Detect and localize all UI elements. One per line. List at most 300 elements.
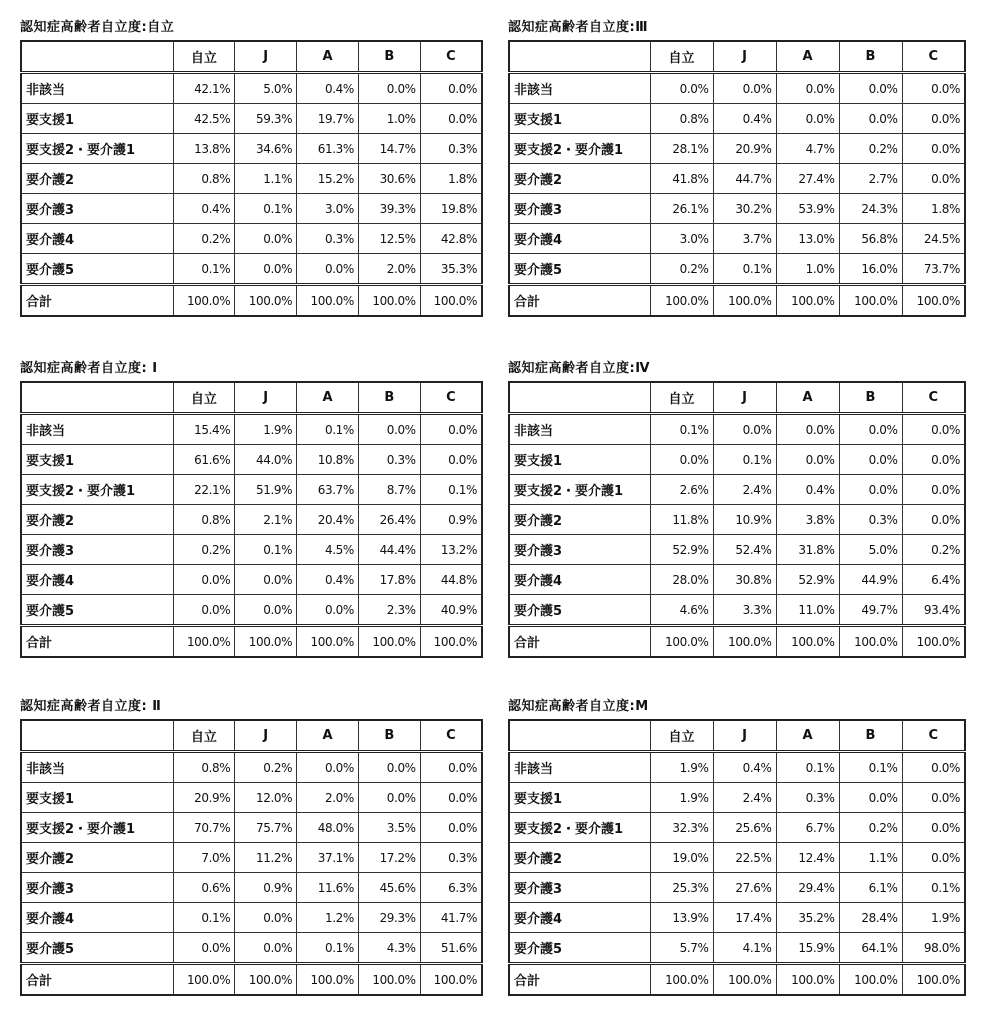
percent-cell: 0.0%	[902, 813, 965, 843]
percent-cell: 1.0%	[358, 104, 420, 134]
percent-cell: 61.3%	[297, 134, 359, 164]
percent-cell: 0.0%	[420, 813, 482, 843]
column-header: 自立	[650, 41, 713, 73]
column-header: J	[713, 720, 776, 752]
percent-cell: 3.3%	[713, 595, 776, 626]
row-label: 非該当	[509, 414, 650, 445]
percent-cell: 0.0%	[297, 254, 359, 285]
percent-cell: 0.2%	[173, 224, 235, 254]
table-row	[509, 254, 965, 285]
percent-cell: 0.8%	[173, 752, 235, 783]
table-title: 認知症高齢者自立度:Ⅲ	[508, 20, 648, 35]
corner-header	[509, 720, 650, 752]
row-label: 要介護5	[21, 933, 173, 964]
percent-cell: 0.1%	[173, 903, 235, 933]
percent-cell: 2.3%	[358, 595, 420, 626]
percent-cell: 0.0%	[235, 224, 297, 254]
percent-cell: 1.1%	[235, 164, 297, 194]
percent-cell: 48.0%	[297, 813, 359, 843]
percent-cell: 0.3%	[420, 134, 482, 164]
percent-cell: 0.0%	[420, 73, 482, 104]
percent-cell: 100.0%	[358, 285, 420, 317]
percent-cell: 0.1%	[713, 445, 776, 475]
table-row	[509, 194, 965, 224]
total-row	[509, 964, 965, 996]
percent-cell: 100.0%	[713, 626, 776, 658]
percent-cell: 0.3%	[776, 783, 839, 813]
percent-cell: 0.0%	[713, 414, 776, 445]
column-header: B	[358, 720, 420, 752]
percent-cell: 0.0%	[297, 752, 359, 783]
percent-cell: 44.7%	[713, 164, 776, 194]
table-row	[509, 104, 965, 134]
row-label: 要支援1	[21, 783, 173, 813]
percent-cell: 3.5%	[358, 813, 420, 843]
percent-cell: 6.4%	[902, 565, 965, 595]
percent-cell: 4.3%	[358, 933, 420, 964]
percent-cell: 12.0%	[235, 783, 297, 813]
percent-cell: 100.0%	[776, 626, 839, 658]
percent-cell: 5.7%	[650, 933, 713, 964]
percent-cell: 0.0%	[358, 752, 420, 783]
column-header: C	[420, 720, 482, 752]
table-row	[21, 595, 482, 626]
row-label: 要介護3	[509, 535, 650, 565]
table-row	[21, 843, 482, 873]
corner-header	[21, 41, 173, 73]
percent-cell: 20.9%	[173, 783, 235, 813]
table-row	[509, 752, 965, 783]
percent-cell: 4.6%	[650, 595, 713, 626]
row-label: 合計	[21, 626, 173, 658]
percent-cell: 1.9%	[902, 903, 965, 933]
percent-cell: 0.0%	[420, 783, 482, 813]
row-label: 要介護4	[21, 224, 173, 254]
percent-cell: 42.8%	[420, 224, 482, 254]
percent-cell: 0.1%	[839, 752, 902, 783]
row-label: 要介護2	[21, 843, 173, 873]
percent-cell: 0.2%	[902, 535, 965, 565]
percent-cell: 0.0%	[839, 783, 902, 813]
percent-cell: 53.9%	[776, 194, 839, 224]
percent-cell: 34.6%	[235, 134, 297, 164]
table-row	[21, 104, 482, 134]
percent-cell: 51.6%	[420, 933, 482, 964]
percent-cell: 0.3%	[420, 843, 482, 873]
row-label: 要介護4	[509, 903, 650, 933]
table-row	[21, 505, 482, 535]
percent-cell: 100.0%	[650, 626, 713, 658]
percent-cell: 13.8%	[173, 134, 235, 164]
percent-cell: 100.0%	[650, 964, 713, 996]
percent-cell: 40.9%	[420, 595, 482, 626]
percent-cell: 0.1%	[235, 194, 297, 224]
table-row	[509, 475, 965, 505]
percent-cell: 45.6%	[358, 873, 420, 903]
column-header: A	[297, 41, 359, 73]
column-header: B	[839, 41, 902, 73]
percent-cell: 24.3%	[839, 194, 902, 224]
table-row	[21, 254, 482, 285]
percent-cell: 19.8%	[420, 194, 482, 224]
column-header: 自立	[650, 720, 713, 752]
percent-cell: 20.4%	[297, 505, 359, 535]
table-title: 認知症高齢者自立度:自立	[20, 20, 175, 35]
table-row	[21, 873, 482, 903]
percent-cell: 0.0%	[776, 104, 839, 134]
total-row	[21, 285, 482, 317]
percent-cell: 8.7%	[358, 475, 420, 505]
table-row	[21, 164, 482, 194]
table-block-iii	[508, 18, 966, 317]
percent-cell: 0.1%	[650, 414, 713, 445]
table-row	[21, 194, 482, 224]
column-header: C	[902, 382, 965, 414]
row-label: 要介護4	[509, 565, 650, 595]
total-row	[509, 285, 965, 317]
percent-cell: 30.6%	[358, 164, 420, 194]
row-label: 要支援2・要介護1	[21, 134, 173, 164]
percent-cell: 0.0%	[173, 565, 235, 595]
table-block-iv	[508, 359, 966, 658]
percent-cell: 93.4%	[902, 595, 965, 626]
percent-cell: 100.0%	[713, 964, 776, 996]
column-header: B	[839, 720, 902, 752]
percent-cell: 100.0%	[839, 626, 902, 658]
column-header: J	[235, 41, 297, 73]
percent-cell: 17.8%	[358, 565, 420, 595]
table-row	[21, 414, 482, 445]
percent-cell: 3.7%	[713, 224, 776, 254]
percent-cell: 13.9%	[650, 903, 713, 933]
corner-header	[21, 720, 173, 752]
table-row	[509, 565, 965, 595]
column-header: J	[235, 720, 297, 752]
percent-cell: 0.0%	[776, 414, 839, 445]
percent-cell: 2.1%	[235, 505, 297, 535]
percent-cell: 4.7%	[776, 134, 839, 164]
row-label: 要支援1	[21, 445, 173, 475]
percent-cell: 1.8%	[902, 194, 965, 224]
percent-cell: 29.4%	[776, 873, 839, 903]
percent-cell: 28.0%	[650, 565, 713, 595]
percent-cell: 5.0%	[235, 73, 297, 104]
percent-cell: 0.0%	[650, 445, 713, 475]
percent-cell: 0.0%	[420, 104, 482, 134]
percent-cell: 42.5%	[173, 104, 235, 134]
table-row	[21, 903, 482, 933]
percent-cell: 31.8%	[776, 535, 839, 565]
percent-cell: 0.0%	[235, 933, 297, 964]
table-block-jiritsu	[20, 18, 483, 317]
percent-cell: 30.8%	[713, 565, 776, 595]
percent-cell: 0.0%	[650, 73, 713, 104]
percent-cell: 44.8%	[420, 565, 482, 595]
table-title: 認知症高齢者自立度:M	[508, 699, 649, 714]
table-row	[509, 933, 965, 964]
percent-cell: 6.1%	[839, 873, 902, 903]
column-header: 自立	[173, 720, 235, 752]
table-row	[509, 535, 965, 565]
percent-cell: 22.1%	[173, 475, 235, 505]
table-row	[21, 224, 482, 254]
row-label: 要介護5	[509, 933, 650, 964]
column-header: C	[420, 41, 482, 73]
percent-cell: 1.0%	[776, 254, 839, 285]
percent-cell: 0.1%	[776, 752, 839, 783]
table-row	[21, 445, 482, 475]
percent-cell: 0.1%	[297, 933, 359, 964]
table-row	[509, 903, 965, 933]
percent-cell: 27.4%	[776, 164, 839, 194]
percent-cell: 61.6%	[173, 445, 235, 475]
percent-cell: 2.7%	[839, 164, 902, 194]
table-row	[509, 445, 965, 475]
percent-cell: 44.0%	[235, 445, 297, 475]
care-level-table	[20, 719, 483, 996]
percent-cell: 52.4%	[713, 535, 776, 565]
percent-cell: 0.0%	[358, 783, 420, 813]
column-header: C	[420, 382, 482, 414]
percent-cell: 100.0%	[173, 964, 235, 996]
header-row	[509, 41, 965, 73]
percent-cell: 0.0%	[839, 73, 902, 104]
percent-cell: 0.1%	[173, 254, 235, 285]
row-label: 要介護3	[21, 535, 173, 565]
column-header: A	[297, 382, 359, 414]
percent-cell: 11.6%	[297, 873, 359, 903]
care-level-table	[508, 719, 966, 996]
percent-cell: 0.4%	[713, 752, 776, 783]
percent-cell: 100.0%	[776, 285, 839, 317]
percent-cell: 0.9%	[235, 873, 297, 903]
percent-cell: 4.5%	[297, 535, 359, 565]
row-label: 要介護3	[21, 873, 173, 903]
percent-cell: 1.1%	[839, 843, 902, 873]
percent-cell: 0.0%	[297, 595, 359, 626]
percent-cell: 3.0%	[297, 194, 359, 224]
column-header: A	[776, 382, 839, 414]
percent-cell: 28.4%	[839, 903, 902, 933]
percent-cell: 0.8%	[173, 505, 235, 535]
row-label: 要介護3	[509, 194, 650, 224]
row-label: 要介護4	[509, 224, 650, 254]
corner-header	[21, 382, 173, 414]
care-level-table	[20, 381, 483, 658]
table-block-ii	[20, 697, 483, 996]
percent-cell: 5.0%	[839, 535, 902, 565]
table-row	[509, 843, 965, 873]
percent-cell: 100.0%	[839, 285, 902, 317]
row-label: 非該当	[509, 73, 650, 104]
percent-cell: 32.3%	[650, 813, 713, 843]
percent-cell: 1.9%	[235, 414, 297, 445]
percent-cell: 7.0%	[173, 843, 235, 873]
percent-cell: 27.6%	[713, 873, 776, 903]
percent-cell: 0.8%	[650, 104, 713, 134]
column-header: B	[839, 382, 902, 414]
percent-cell: 15.2%	[297, 164, 359, 194]
row-label: 要介護2	[21, 164, 173, 194]
percent-cell: 0.0%	[358, 73, 420, 104]
percent-cell: 100.0%	[235, 285, 297, 317]
row-label: 合計	[21, 964, 173, 996]
column-header: B	[358, 41, 420, 73]
column-header: A	[776, 41, 839, 73]
percent-cell: 0.9%	[420, 505, 482, 535]
percent-cell: 75.7%	[235, 813, 297, 843]
percent-cell: 0.0%	[173, 933, 235, 964]
percent-cell: 100.0%	[902, 626, 965, 658]
row-label: 要支援2・要介護1	[21, 813, 173, 843]
row-label: 要支援1	[509, 783, 650, 813]
percent-cell: 100.0%	[902, 964, 965, 996]
row-label: 要介護2	[509, 843, 650, 873]
table-row	[21, 134, 482, 164]
row-label: 要介護5	[21, 595, 173, 626]
percent-cell: 19.7%	[297, 104, 359, 134]
percent-cell: 0.0%	[902, 505, 965, 535]
percent-cell: 17.2%	[358, 843, 420, 873]
percent-cell: 20.9%	[713, 134, 776, 164]
percent-cell: 13.2%	[420, 535, 482, 565]
percent-cell: 0.0%	[776, 445, 839, 475]
percent-cell: 0.3%	[297, 224, 359, 254]
table-row	[21, 813, 482, 843]
percent-cell: 2.0%	[297, 783, 359, 813]
percent-cell: 19.0%	[650, 843, 713, 873]
percent-cell: 11.2%	[235, 843, 297, 873]
percent-cell: 25.6%	[713, 813, 776, 843]
row-label: 要支援1	[509, 104, 650, 134]
percent-cell: 39.3%	[358, 194, 420, 224]
percent-cell: 0.0%	[902, 783, 965, 813]
care-level-table	[508, 40, 966, 317]
total-row	[21, 626, 482, 658]
percent-cell: 0.4%	[776, 475, 839, 505]
percent-cell: 100.0%	[173, 626, 235, 658]
percent-cell: 26.1%	[650, 194, 713, 224]
row-label: 非該当	[21, 414, 173, 445]
table-title: 認知症高齢者自立度: Ⅱ	[20, 699, 162, 714]
percent-cell: 0.2%	[839, 813, 902, 843]
percent-cell: 100.0%	[839, 964, 902, 996]
column-header: J	[713, 382, 776, 414]
percent-cell: 0.0%	[902, 164, 965, 194]
percent-cell: 42.1%	[173, 73, 235, 104]
percent-cell: 0.0%	[902, 73, 965, 104]
column-header: J	[235, 382, 297, 414]
percent-cell: 100.0%	[420, 285, 482, 317]
percent-cell: 0.0%	[839, 475, 902, 505]
percent-cell: 11.0%	[776, 595, 839, 626]
table-row	[509, 224, 965, 254]
percent-cell: 64.1%	[839, 933, 902, 964]
percent-cell: 0.0%	[235, 903, 297, 933]
table-title: 認知症高齢者自立度: Ⅰ	[20, 361, 158, 376]
percent-cell: 0.2%	[839, 134, 902, 164]
row-label: 要介護3	[509, 873, 650, 903]
table-block-m	[508, 697, 966, 996]
percent-cell: 17.4%	[713, 903, 776, 933]
column-header: J	[713, 41, 776, 73]
percent-cell: 0.0%	[173, 595, 235, 626]
table-row	[509, 73, 965, 104]
column-header: 自立	[650, 382, 713, 414]
percent-cell: 44.9%	[839, 565, 902, 595]
percent-cell: 2.4%	[713, 783, 776, 813]
row-label: 要支援2・要介護1	[509, 813, 650, 843]
row-label: 非該当	[21, 73, 173, 104]
percent-cell: 0.1%	[420, 475, 482, 505]
percent-cell: 0.0%	[235, 565, 297, 595]
percent-cell: 0.0%	[902, 475, 965, 505]
percent-cell: 24.5%	[902, 224, 965, 254]
table-row	[21, 475, 482, 505]
column-header: 自立	[173, 41, 235, 73]
percent-cell: 15.9%	[776, 933, 839, 964]
percent-cell: 29.3%	[358, 903, 420, 933]
percent-cell: 1.9%	[650, 783, 713, 813]
column-header: 自立	[173, 382, 235, 414]
percent-cell: 100.0%	[713, 285, 776, 317]
percent-cell: 49.7%	[839, 595, 902, 626]
row-label: 合計	[509, 626, 650, 658]
percent-cell: 100.0%	[420, 964, 482, 996]
row-label: 要支援2・要介護1	[509, 475, 650, 505]
header-row	[509, 720, 965, 752]
total-row	[21, 964, 482, 996]
row-label: 要介護4	[21, 565, 173, 595]
header-row	[509, 382, 965, 414]
percent-cell: 11.8%	[650, 505, 713, 535]
row-label: 要介護5	[509, 595, 650, 626]
percent-cell: 2.0%	[358, 254, 420, 285]
percent-cell: 0.1%	[235, 535, 297, 565]
percent-cell: 100.0%	[235, 626, 297, 658]
corner-header	[509, 41, 650, 73]
percent-cell: 100.0%	[235, 964, 297, 996]
row-label: 要支援1	[21, 104, 173, 134]
row-label: 合計	[21, 285, 173, 317]
care-level-table	[20, 40, 483, 317]
percent-cell: 22.5%	[713, 843, 776, 873]
percent-cell: 0.0%	[902, 752, 965, 783]
percent-cell: 100.0%	[358, 964, 420, 996]
column-header: A	[297, 720, 359, 752]
percent-cell: 3.0%	[650, 224, 713, 254]
percent-cell: 41.7%	[420, 903, 482, 933]
percent-cell: 15.4%	[173, 414, 235, 445]
row-label: 要介護2	[509, 164, 650, 194]
percent-cell: 100.0%	[173, 285, 235, 317]
table-row	[509, 783, 965, 813]
percent-cell: 0.0%	[902, 843, 965, 873]
percent-cell: 0.1%	[297, 414, 359, 445]
row-label: 要介護5	[509, 254, 650, 285]
percent-cell: 37.1%	[297, 843, 359, 873]
row-label: 要介護4	[21, 903, 173, 933]
table-row	[21, 73, 482, 104]
row-label: 非該当	[21, 752, 173, 783]
percent-cell: 63.7%	[297, 475, 359, 505]
percent-cell: 0.4%	[173, 194, 235, 224]
percent-cell: 59.3%	[235, 104, 297, 134]
table-row	[509, 813, 965, 843]
table-row	[21, 933, 482, 964]
percent-cell: 0.0%	[235, 254, 297, 285]
percent-cell: 70.7%	[173, 813, 235, 843]
